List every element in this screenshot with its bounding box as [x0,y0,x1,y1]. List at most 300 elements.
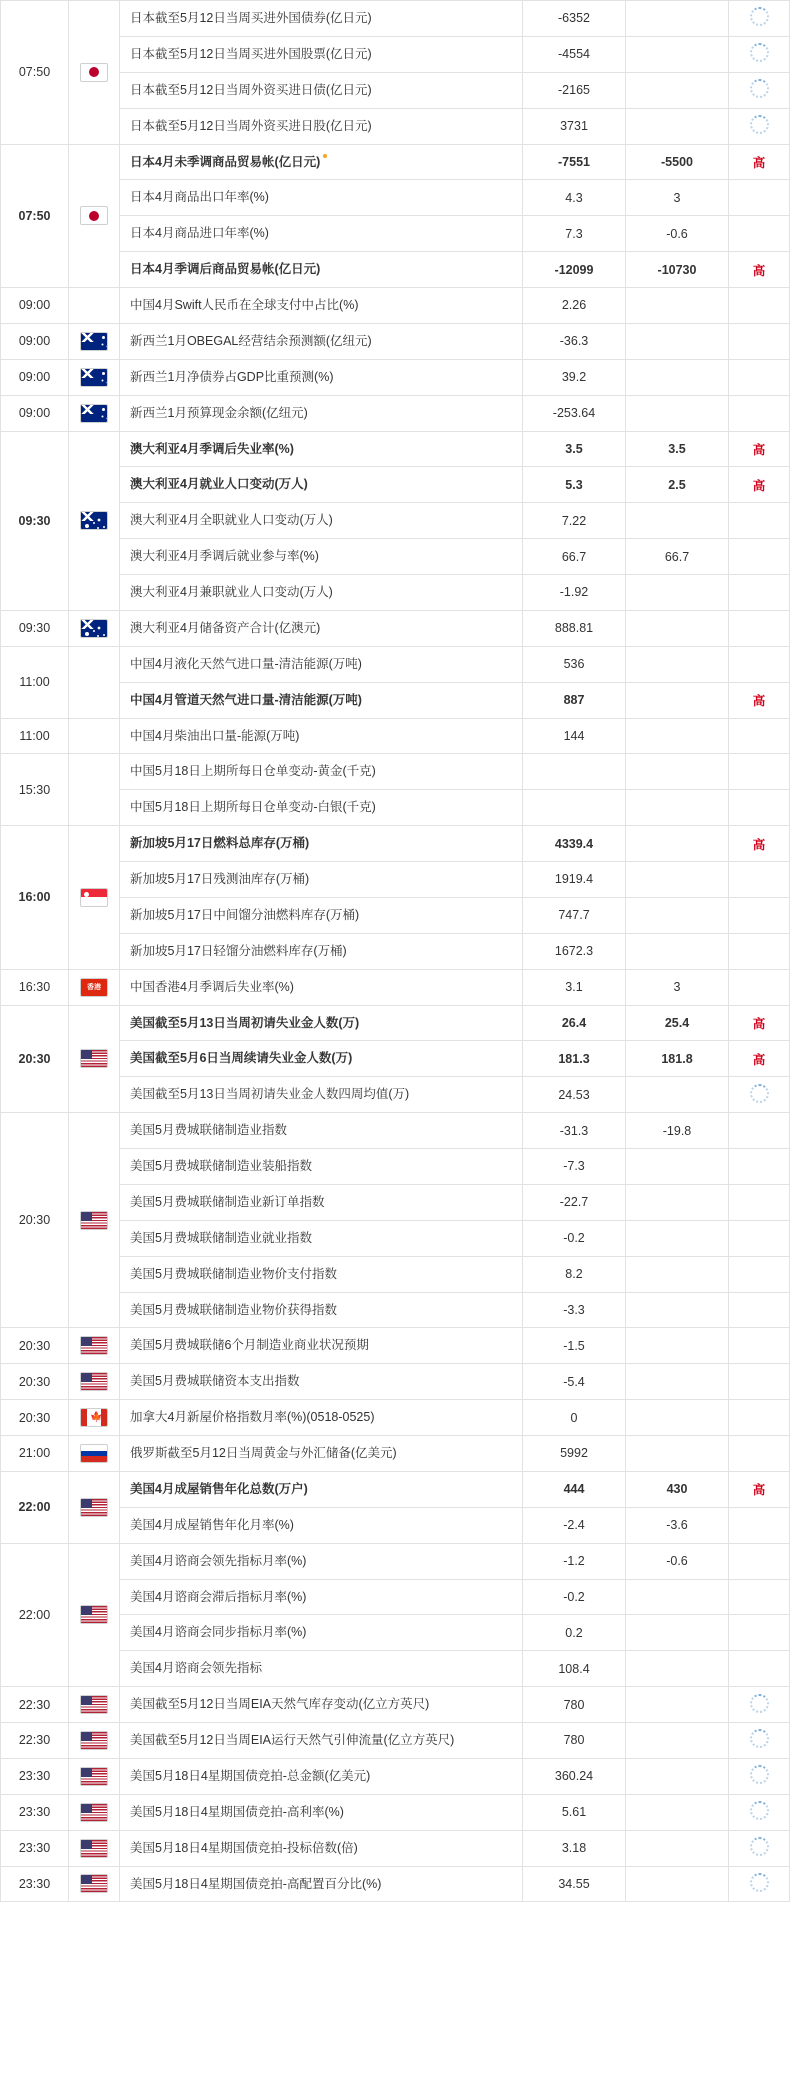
actual-value: -5.4 [523,1364,626,1400]
event-name[interactable]: 新加坡5月17日残测油库存(万桶) [120,862,523,898]
importance-badge [729,1579,790,1615]
table-row[interactable] [1,216,790,252]
actual-value: 0 [523,1400,626,1436]
country-flag-cell [69,288,120,324]
event-name[interactable]: 澳大利亚4月季调后就业参与率(%) [120,539,523,575]
country-flag-cell [69,718,120,754]
importance-badge [729,933,790,969]
previous-value [626,108,729,144]
country-flag-cell [69,610,120,646]
event-name[interactable]: 美国5月费城联储6个月制造业商业状况预期 [120,1328,523,1364]
event-time: 20:30 [1,1328,69,1364]
loading-spinner-icon [729,1794,790,1830]
importance-badge: 高 [729,467,790,503]
previous-value [626,1220,729,1256]
actual-value: -253.64 [523,395,626,431]
country-flag-cell [69,1328,120,1364]
event-name[interactable]: 日本截至5月12日当周买进外国股票(亿日元) [120,36,523,72]
importance-badge [729,718,790,754]
actual-value: 0.2 [523,1615,626,1651]
flag-jp [80,63,108,82]
table-row[interactable] [1,108,790,144]
previous-value: 3.5 [626,431,729,467]
table-row[interactable] [1,933,790,969]
event-time: 11:00 [1,718,69,754]
table-row[interactable] [1,718,790,754]
actual-value: 2.26 [523,288,626,324]
event-time: 09:00 [1,395,69,431]
event-name[interactable]: 美国4月谘商会领先指标 [120,1651,523,1687]
previous-value [626,1149,729,1185]
table-row[interactable] [1,252,790,288]
event-time: 22:30 [1,1723,69,1759]
event-name[interactable]: 中国香港4月季调后失业率(%) [120,969,523,1005]
actual-value: -31.3 [523,1113,626,1149]
importance-badge [729,503,790,539]
table-row[interactable] [1,1292,790,1328]
event-name[interactable]: 美国5月费城联储制造业指数 [120,1113,523,1149]
previous-value [626,1436,729,1472]
actual-value: 7.3 [523,216,626,252]
previous-value [626,503,729,539]
table-row[interactable] [1,1256,790,1292]
flag-us [80,1839,108,1858]
event-time: 09:00 [1,359,69,395]
event-name[interactable]: 美国4月谘商会同步指标月率(%) [120,1615,523,1651]
flag-us [80,1695,108,1714]
flag-us [80,1372,108,1391]
actual-value: -0.2 [523,1220,626,1256]
previous-value [626,1866,729,1902]
flag-nz [80,368,108,387]
event-name[interactable]: 中国5月18日上期所每日仓单变动-黄金(千克) [120,754,523,790]
table-row[interactable] [1,503,790,539]
event-name[interactable]: 新西兰1月OBEGAL经营结余预测额(亿纽元) [120,323,523,359]
actual-value: -4554 [523,36,626,72]
event-name[interactable]: 美国4月谘商会领先指标月率(%) [120,1543,523,1579]
table-row[interactable] [1,754,790,790]
importance-badge [729,1328,790,1364]
actual-value: 3.1 [523,969,626,1005]
event-time: 15:30 [1,754,69,826]
previous-value [626,1651,729,1687]
event-name[interactable]: 新加坡5月17日燃料总库存(万桶) [120,826,523,862]
importance-badge: 高 [729,826,790,862]
event-name[interactable]: 澳大利亚4月就业人口变动(万人) [120,467,523,503]
importance-badge [729,1184,790,1220]
actual-value: 24.53 [523,1077,626,1113]
actual-value: 144 [523,718,626,754]
table-row[interactable] [1,1794,790,1830]
event-name[interactable]: 美国5月费城联储制造业物价获得指数 [120,1292,523,1328]
table-row[interactable] [1,180,790,216]
event-name[interactable]: 美国4月成屋销售年化月率(%) [120,1507,523,1543]
event-time: 09:00 [1,323,69,359]
event-name[interactable]: 美国4月谘商会滞后指标月率(%) [120,1579,523,1615]
table-row[interactable] [1,288,790,324]
event-name[interactable]: 中国4月柴油出口量-能源(万吨) [120,718,523,754]
actual-value: 3731 [523,108,626,144]
flag-us [80,1049,108,1068]
event-name[interactable]: 日本截至5月12日当周买进外国债券(亿日元) [120,1,523,37]
previous-value [626,323,729,359]
event-name[interactable]: 美国4月成屋销售年化总数(万户) [120,1471,523,1507]
table-row[interactable] [1,1005,790,1041]
importance-badge [729,539,790,575]
actual-value: -2.4 [523,1507,626,1543]
importance-badge [729,1400,790,1436]
previous-value [626,790,729,826]
actual-value: 3.18 [523,1830,626,1866]
actual-value: 444 [523,1471,626,1507]
event-name[interactable]: 澳大利亚4月兼职就业人口变动(万人) [120,575,523,611]
event-name[interactable]: 中国5月18日上期所每日仓单变动-白银(千克) [120,790,523,826]
table-row[interactable] [1,323,790,359]
previous-value [626,1687,729,1723]
event-time: 07:50 [1,144,69,288]
actual-value [523,790,626,826]
flag-au [80,511,108,530]
event-name[interactable]: 新西兰1月预算现金余额(亿纽元) [120,395,523,431]
event-name[interactable]: 中国4月Swift人民币在全球支付中占比(%) [120,288,523,324]
event-name[interactable]: 新加坡5月17日中间馏分油燃料库存(万桶) [120,897,523,933]
flag-us [80,1336,108,1355]
event-name[interactable]: 美国5月费城联储制造业新订单指数 [120,1184,523,1220]
previous-value [626,1364,729,1400]
flag-us [80,1498,108,1517]
flag-nz [80,404,108,423]
previous-value [626,933,729,969]
table-row[interactable] [1,1507,790,1543]
loading-spinner-icon [729,1758,790,1794]
actual-value: 5992 [523,1436,626,1472]
calendar-body [1,1,790,1902]
country-flag-cell [69,1436,120,1472]
flag-us [80,1211,108,1230]
importance-badge [729,1149,790,1185]
previous-value [626,1328,729,1364]
event-time: 07:50 [1,1,69,145]
loading-spinner-icon [729,72,790,108]
event-name[interactable]: 日本4月商品进口年率(%) [120,216,523,252]
event-name[interactable]: 俄罗斯截至5月12日当周黄金与外汇储备(亿美元) [120,1436,523,1472]
table-row[interactable] [1,1687,790,1723]
actual-value: 747.7 [523,897,626,933]
event-name[interactable]: 日本截至5月12日当周外资买进日债(亿日元) [120,72,523,108]
event-time: 20:30 [1,1400,69,1436]
event-time: 21:00 [1,1436,69,1472]
table-row[interactable] [1,144,790,180]
table-row[interactable] [1,1364,790,1400]
importance-badge [729,1292,790,1328]
previous-value [626,1579,729,1615]
table-row[interactable] [1,826,790,862]
importance-badge [729,1651,790,1687]
previous-value: -10730 [626,252,729,288]
actual-value: 181.3 [523,1041,626,1077]
event-name[interactable]: 日本4月未季调商品贸易帐(亿日元) [120,144,523,180]
actual-value: 1672.3 [523,933,626,969]
actual-value: -2165 [523,72,626,108]
actual-value [523,754,626,790]
importance-badge [729,216,790,252]
table-row[interactable] [1,1723,790,1759]
flag-au [80,619,108,638]
event-time: 16:00 [1,826,69,970]
importance-badge [729,1543,790,1579]
flag-ru [80,1444,108,1463]
importance-badge: 高 [729,1041,790,1077]
table-row[interactable] [1,1220,790,1256]
previous-value [626,1758,729,1794]
loading-spinner-icon [729,1687,790,1723]
previous-value [626,1830,729,1866]
actual-value: -1.2 [523,1543,626,1579]
country-flag-cell [69,1400,120,1436]
previous-value [626,288,729,324]
previous-value [626,1615,729,1651]
country-flag-cell [69,1794,120,1830]
event-name[interactable]: 加拿大4月新屋价格指数月率(%)(0518-0525) [120,1400,523,1436]
event-time: 22:00 [1,1543,69,1687]
country-flag-cell [69,1364,120,1400]
table-row[interactable] [1,1615,790,1651]
table-row[interactable] [1,1149,790,1185]
previous-value: 25.4 [626,1005,729,1041]
flag-ca [80,1408,108,1427]
importance-badge [729,646,790,682]
previous-value [626,754,729,790]
country-flag-cell [69,1758,120,1794]
country-flag-cell [69,1687,120,1723]
event-name[interactable]: 美国截至5月13日当周初请失业金人数(万) [120,1005,523,1041]
event-name[interactable]: 澳大利亚4月季调后失业率(%) [120,431,523,467]
importance-badge [729,754,790,790]
flag-sg [80,888,108,907]
table-row[interactable] [1,1,790,37]
event-time: 20:30 [1,1364,69,1400]
event-time: 11:00 [1,646,69,718]
table-row[interactable] [1,862,790,898]
previous-value [626,395,729,431]
country-flag-cell [69,1723,120,1759]
flag-jp [80,206,108,225]
previous-value: -5500 [626,144,729,180]
event-name[interactable]: 澳大利亚4月储备资产合计(亿澳元) [120,610,523,646]
importance-badge [729,180,790,216]
event-name[interactable]: 中国4月液化天然气进口量-清洁能源(万吨) [120,646,523,682]
event-name[interactable]: 美国5月费城联储制造业装船指数 [120,1149,523,1185]
flag-hk: 香港 [80,978,108,997]
previous-value [626,36,729,72]
previous-value [626,1256,729,1292]
table-row[interactable] [1,359,790,395]
country-flag-cell [69,431,120,610]
event-time: 23:30 [1,1794,69,1830]
table-row[interactable] [1,790,790,826]
previous-value [626,1723,729,1759]
country-flag-cell [69,969,120,1005]
table-row[interactable] [1,1077,790,1113]
actual-value: -6352 [523,1,626,37]
country-flag-cell [69,395,120,431]
actual-value: 34.55 [523,1866,626,1902]
table-row[interactable] [1,969,790,1005]
event-time: 20:30 [1,1113,69,1328]
importance-badge [729,359,790,395]
actual-value: -1.92 [523,575,626,611]
event-name[interactable]: 新西兰1月净债券占GDP比重预测(%) [120,359,523,395]
actual-value: 1919.4 [523,862,626,898]
loading-spinner-icon [729,1,790,37]
actual-value: 536 [523,646,626,682]
table-row[interactable] [1,1579,790,1615]
event-time: 23:30 [1,1758,69,1794]
event-name[interactable]: 中国4月管道天然气进口量-清洁能源(万吨) [120,682,523,718]
actual-value: 4339.4 [523,826,626,862]
actual-value: 360.24 [523,1758,626,1794]
importance-badge: 高 [729,682,790,718]
country-flag-cell [69,1005,120,1113]
actual-value: -1.5 [523,1328,626,1364]
previous-value [626,897,729,933]
loading-spinner-icon [729,108,790,144]
country-flag-cell [69,826,120,970]
actual-value: 39.2 [523,359,626,395]
table-row[interactable] [1,1400,790,1436]
event-time: 16:30 [1,969,69,1005]
importance-badge: 高 [729,1471,790,1507]
event-time: 20:30 [1,1005,69,1113]
importance-badge [729,790,790,826]
table-row[interactable] [1,1471,790,1507]
importance-badge [729,323,790,359]
event-name[interactable]: 美国5月18日4星期国债竞拍-投标倍数(倍) [120,1830,523,1866]
country-flag-cell [69,1866,120,1902]
importance-badge [729,862,790,898]
country-flag-cell [69,323,120,359]
country-flag-cell [69,646,120,718]
importance-badge [729,1364,790,1400]
previous-value [626,1400,729,1436]
event-name[interactable]: 日本4月商品出口年率(%) [120,180,523,216]
actual-value: 7.22 [523,503,626,539]
country-flag-cell [69,754,120,826]
flag-us [80,1605,108,1624]
event-name[interactable]: 澳大利亚4月全职就业人口变动(万人) [120,503,523,539]
previous-value [626,1292,729,1328]
loading-spinner-icon [729,36,790,72]
table-row[interactable] [1,1651,790,1687]
table-row[interactable] [1,1436,790,1472]
importance-badge [729,610,790,646]
importance-badge [729,395,790,431]
event-time: 23:30 [1,1866,69,1902]
actual-value: -36.3 [523,323,626,359]
table-row[interactable] [1,646,790,682]
actual-value: 66.7 [523,539,626,575]
previous-value: -0.6 [626,216,729,252]
previous-value [626,72,729,108]
event-name[interactable]: 美国5月18日4星期国债竞拍-高利率(%) [120,1794,523,1830]
table-row[interactable] [1,610,790,646]
event-name[interactable]: 美国5月费城联储制造业物价支付指数 [120,1256,523,1292]
importance-badge: 高 [729,144,790,180]
table-row[interactable] [1,539,790,575]
table-row[interactable] [1,467,790,503]
table-row[interactable] [1,897,790,933]
event-time: 23:30 [1,1830,69,1866]
country-flag-cell [69,359,120,395]
actual-value: 3.5 [523,431,626,467]
previous-value [626,862,729,898]
table-row[interactable] [1,36,790,72]
actual-value: 8.2 [523,1256,626,1292]
actual-value: 780 [523,1687,626,1723]
table-row[interactable] [1,1830,790,1866]
event-name[interactable]: 美国5月18日4星期国债竞拍-高配置百分比(%) [120,1866,523,1902]
previous-value: 3 [626,180,729,216]
table-row[interactable] [1,72,790,108]
table-row[interactable] [1,1113,790,1149]
flag-us [80,1803,108,1822]
event-name[interactable]: 日本4月季调后商品贸易帐(亿日元) [120,252,523,288]
flag-nz [80,332,108,351]
event-name[interactable]: 日本截至5月12日当周外资买进日股(亿日元) [120,108,523,144]
table-row[interactable] [1,1543,790,1579]
actual-value: -7.3 [523,1149,626,1185]
table-row[interactable] [1,575,790,611]
importance-badge [729,897,790,933]
importance-badge [729,1507,790,1543]
event-time: 09:30 [1,610,69,646]
event-time: 22:30 [1,1687,69,1723]
event-name[interactable]: 美国截至5月12日当周EIA天然气库存变动(亿立方英尺) [120,1687,523,1723]
table-row[interactable] [1,1041,790,1077]
event-name[interactable]: 美国5月费城联储资本支出指数 [120,1364,523,1400]
previous-value [626,1184,729,1220]
table-row[interactable] [1,1328,790,1364]
event-name[interactable]: 美国截至5月12日当周EIA运行天然气引伸流量(亿立方英尺) [120,1723,523,1759]
table-row[interactable] [1,1184,790,1220]
previous-value [626,1794,729,1830]
actual-value: 26.4 [523,1005,626,1041]
importance-badge [729,969,790,1005]
table-row[interactable] [1,395,790,431]
event-name[interactable]: 美国截至5月6日当周续请失业金人数(万) [120,1041,523,1077]
actual-value: 5.3 [523,467,626,503]
country-flag-cell [69,1113,120,1328]
country-flag-cell [69,1471,120,1543]
country-flag-cell [69,1830,120,1866]
event-name[interactable]: 新加坡5月17日轻馏分油燃料库存(万桶) [120,933,523,969]
importance-badge: 高 [729,431,790,467]
event-name[interactable]: 美国截至5月13日当周初请失业金人数四周均值(万) [120,1077,523,1113]
flag-us [80,1767,108,1786]
event-name[interactable]: 美国5月18日4星期国债竞拍-总金额(亿美元) [120,1758,523,1794]
importance-badge [729,1220,790,1256]
previous-value: -3.6 [626,1507,729,1543]
table-row[interactable] [1,1758,790,1794]
loading-spinner-icon [729,1830,790,1866]
importance-badge: 高 [729,252,790,288]
event-name[interactable]: 美国5月费城联储制造业就业指数 [120,1220,523,1256]
table-row[interactable] [1,682,790,718]
loading-spinner-icon [729,1723,790,1759]
importance-badge [729,288,790,324]
table-row[interactable] [1,431,790,467]
table-row[interactable] [1,1866,790,1902]
